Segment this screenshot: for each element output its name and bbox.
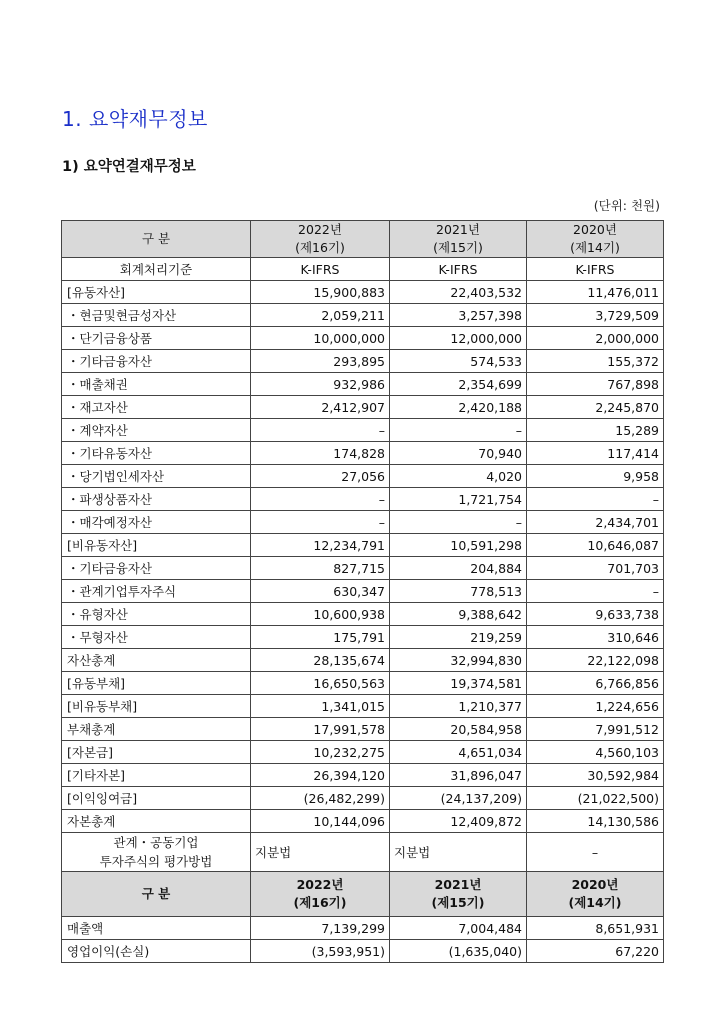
row-label: [유동부채] [62,672,251,695]
cell-value: 7,139,299 [251,917,390,940]
cell-value: (3,593,951) [251,940,390,963]
valuation-method-row [62,833,664,872]
income-header-row [62,872,664,917]
row-label: ・재고자산 [62,396,251,419]
cell-value: 27,056 [251,465,390,488]
cell-value: 767,898 [527,373,664,396]
cell-value: 17,991,578 [251,718,390,741]
table-row [62,304,664,327]
cell-value: 9,633,738 [527,603,664,626]
row-label: 자본총계 [62,810,251,833]
row-label: ・매각예정자산 [62,511,251,534]
cell-value: 28,135,674 [251,649,390,672]
table-row [62,649,664,672]
table-row [62,281,664,304]
cell-value: K-IFRS [390,258,527,281]
cell-value: – [527,488,664,511]
cell-value: (24,137,209) [390,787,527,810]
row-label: ・유형자산 [62,603,251,626]
row-label: [비유동부채] [62,695,251,718]
row-label: 자산총계 [62,649,251,672]
row-label: ・매출채권 [62,373,251,396]
table-row [62,327,664,350]
cell-value: 20,584,958 [390,718,527,741]
row-label: ・관계기업투자주식 [62,580,251,603]
table-row [62,465,664,488]
table-row [62,626,664,649]
table-row [62,718,664,741]
cell-value: 4,020 [390,465,527,488]
table-row [62,396,664,419]
table-row [62,741,664,764]
header-year-2021: 2021년 (제15기) [390,872,527,917]
cell-value: – [251,419,390,442]
cell-value: 2,420,188 [390,396,527,419]
cell-value: – [527,833,664,872]
cell-value: 10,600,938 [251,603,390,626]
cell-value: 1,210,377 [390,695,527,718]
cell-value: 2,059,211 [251,304,390,327]
subsection-title: 1) 요약연결재무정보 [62,159,196,175]
cell-value: 2,354,699 [390,373,527,396]
cell-value: 10,144,096 [251,810,390,833]
cell-value: 19,374,581 [390,672,527,695]
table-row [62,580,664,603]
row-label: [자본금] [62,741,251,764]
row-label: ・파생상품자산 [62,488,251,511]
cell-value: 117,414 [527,442,664,465]
cell-value: 2,245,870 [527,396,664,419]
cell-value: 4,560,103 [527,741,664,764]
cell-value: 2,412,907 [251,396,390,419]
accounting-standard-row [62,258,664,281]
row-label: 매출액 [62,917,251,940]
row-label: 부채총계 [62,718,251,741]
unit-note: (단위: 천원) [593,198,660,213]
cell-value: 1,341,015 [251,695,390,718]
row-label: ・단기금융상품 [62,327,251,350]
table-row [62,419,664,442]
cell-value: 293,895 [251,350,390,373]
cell-value: 310,646 [527,626,664,649]
cell-value: – [390,511,527,534]
row-label: [비유동자산] [62,534,251,557]
cell-value: 22,403,532 [390,281,527,304]
cell-value: (26,482,299) [251,787,390,810]
cell-value: 70,940 [390,442,527,465]
cell-value: 31,896,047 [390,764,527,787]
cell-value: 4,651,034 [390,741,527,764]
table-row [62,534,664,557]
cell-value: 32,994,830 [390,649,527,672]
cell-value: 3,257,398 [390,304,527,327]
row-label: ・당기법인세자산 [62,465,251,488]
table-header-row [62,221,664,258]
table-row [62,695,664,718]
table-row [62,557,664,580]
cell-value: 67,220 [527,940,664,963]
cell-value: 26,394,120 [251,764,390,787]
header-year-2022: 2022년 (제16기) [251,872,390,917]
row-label: ・기타금융자산 [62,350,251,373]
cell-value: 630,347 [251,580,390,603]
cell-value: 8,651,931 [527,917,664,940]
table-row [62,511,664,534]
cell-value: 30,592,984 [527,764,664,787]
cell-value: 9,958 [527,465,664,488]
table-row [62,488,664,511]
cell-value: 11,476,011 [527,281,664,304]
row-label: [이익잉여금] [62,787,251,810]
table-row [62,603,664,626]
cell-value: 155,372 [527,350,664,373]
header-year-2020: 2020년 (제14기) [527,221,664,258]
cell-value: K-IFRS [527,258,664,281]
row-label: [기타자본] [62,764,251,787]
summary-financial-table [61,220,664,963]
table-row [62,373,664,396]
cell-value: 10,591,298 [390,534,527,557]
table-row [62,442,664,465]
cell-value: 10,000,000 [251,327,390,350]
cell-value: 1,721,754 [390,488,527,511]
table-row [62,672,664,695]
row-label: ・현금및현금성자산 [62,304,251,327]
cell-value: 22,122,098 [527,649,664,672]
cell-value: 175,791 [251,626,390,649]
cell-value: 219,259 [390,626,527,649]
header-year-2021: 2021년 (제15기) [390,221,527,258]
cell-value: 10,646,087 [527,534,664,557]
cell-value: 지분법 [251,833,390,872]
row-label: ・무형자산 [62,626,251,649]
section-title: 1. 요약재무정보 [62,107,208,131]
cell-value: – [251,488,390,511]
cell-value: 204,884 [390,557,527,580]
cell-value: 7,004,484 [390,917,527,940]
cell-value: – [527,580,664,603]
cell-value: 7,991,512 [527,718,664,741]
row-label: 관계・공동기업 투자주식의 평가방법 [62,833,251,872]
cell-value: (1,635,040) [390,940,527,963]
cell-value: 15,289 [527,419,664,442]
cell-value: 932,986 [251,373,390,396]
row-label: ・기타유동자산 [62,442,251,465]
row-label: 영업이익(손실) [62,940,251,963]
cell-value: 9,388,642 [390,603,527,626]
table-row [62,787,664,810]
cell-value: 10,232,275 [251,741,390,764]
cell-value: 12,000,000 [390,327,527,350]
cell-value: – [251,511,390,534]
cell-value: 701,703 [527,557,664,580]
header-label: 구 분 [62,872,251,917]
cell-value: 6,766,856 [527,672,664,695]
cell-value: – [390,419,527,442]
cell-value: 14,130,586 [527,810,664,833]
cell-value: 3,729,509 [527,304,664,327]
cell-value: 574,533 [390,350,527,373]
cell-value: 12,409,872 [390,810,527,833]
cell-value: 2,434,701 [527,511,664,534]
cell-value: 16,650,563 [251,672,390,695]
cell-value: 2,000,000 [527,327,664,350]
cell-value: 12,234,791 [251,534,390,557]
row-label: [유동자산] [62,281,251,304]
cell-value: 174,828 [251,442,390,465]
header-year-2022: 2022년 (제16기) [251,221,390,258]
table-row [62,940,664,963]
cell-value: (21,022,500) [527,787,664,810]
table-row [62,764,664,787]
cell-value: 15,900,883 [251,281,390,304]
row-label: 회계처리기준 [62,258,251,281]
cell-value: 1,224,656 [527,695,664,718]
cell-value: K-IFRS [251,258,390,281]
table-row [62,917,664,940]
cell-value: 지분법 [390,833,527,872]
row-label: ・계약자산 [62,419,251,442]
row-label: ・기타금융자산 [62,557,251,580]
cell-value: 827,715 [251,557,390,580]
header-label: 구 분 [62,221,251,258]
cell-value: 778,513 [390,580,527,603]
table-row [62,350,664,373]
table-row [62,810,664,833]
header-year-2020: 2020년 (제14기) [527,872,664,917]
